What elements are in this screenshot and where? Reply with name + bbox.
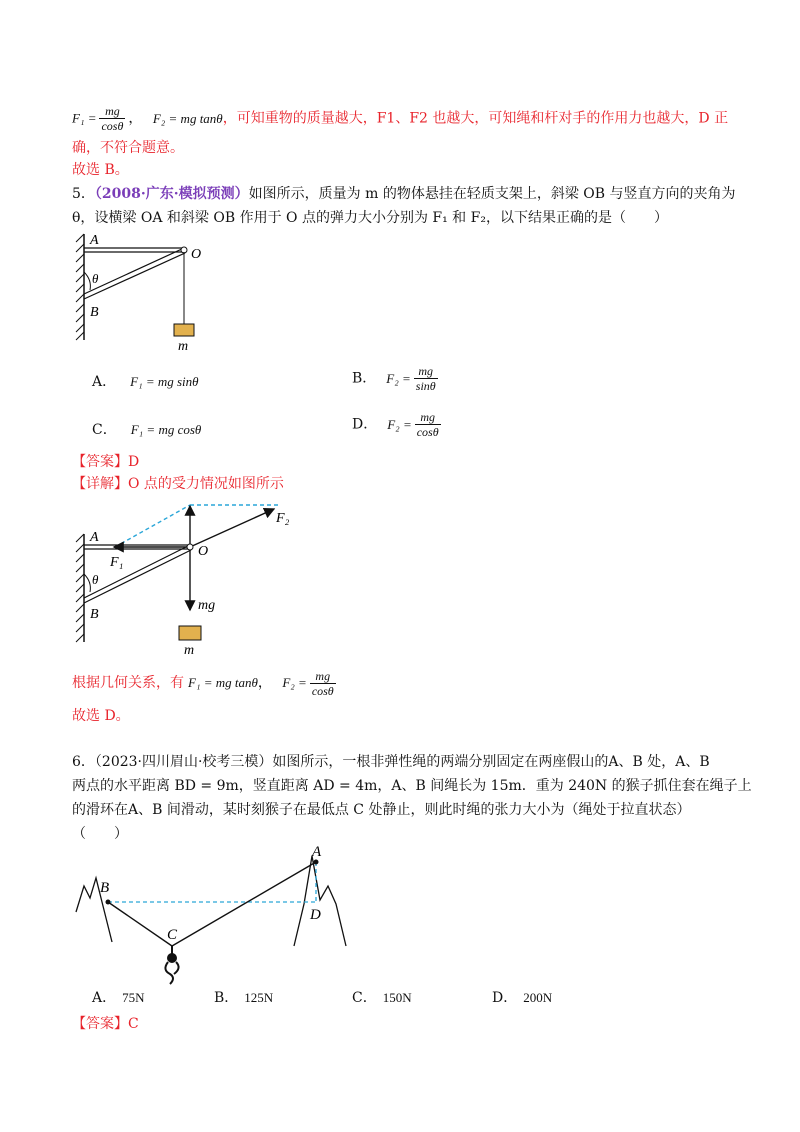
q5-option-c[interactable]: C． F₁ = mg cosθ [92, 422, 202, 438]
q5-geometry-line: 根据几何关系，有 F₁ = mg tanθ， F₂ = $\frac{mg}{\cos\theta}$ [72, 668, 334, 698]
label-d-q6: D [310, 907, 321, 923]
label-o-2: O [198, 544, 209, 559]
monkey-icon [165, 946, 178, 984]
prev-conclusion-1: ，可知重物的质量越大，F1、F2 也越大，可知绳和杆对手的作用力也越大，D 正 [222, 110, 729, 127]
rope-bc [108, 902, 172, 946]
q6-option-a[interactable]: A． 75N [92, 990, 145, 1006]
q5-number: 5． [72, 186, 95, 202]
q6-line-1: 6．（2023·四川眉山·校考三模）如图所示，一根非弹性绳的两端分别固定在两座假山的Α、B 处，Α、B [72, 754, 710, 770]
theta-arc [84, 272, 90, 290]
q5-option-a[interactable]: A． F₁ = mg sinθ [92, 374, 199, 390]
q5-answer: 【答案】D [72, 454, 140, 470]
theta-arc-2 [84, 574, 90, 592]
label-f2: F₂ [276, 511, 290, 526]
q6-line-4: （ ） [72, 826, 128, 842]
label-m-2: m [184, 643, 195, 656]
mass-block [174, 324, 194, 336]
q6-option-b[interactable]: B． 125N [214, 990, 274, 1006]
prev-formula-line: F₁ = $\frac{mg}{\cos\theta}$ ， F₂ = mg tanθ，可知重物的质量越大，F1、F2 也越大，可知绳和杆对手的作用力也越大，D 正 [72, 104, 729, 133]
point-a [314, 860, 319, 865]
q5-select: 故选 D。 [72, 708, 130, 724]
label-f1: F₁ [110, 555, 124, 570]
label-b: B [90, 305, 99, 320]
label-theta: θ [92, 271, 99, 286]
label-mg: mg [198, 598, 216, 613]
label-c-q6: C [167, 927, 178, 943]
prev-f2-expr: F₂ = mg tanθ [152, 110, 223, 126]
label-a-2: A [90, 530, 99, 545]
q5-stem-1: 如图所示，质量为 m 的物体悬挂在轻质支架上，斜梁 OB 与竖直方向的夹角为 [248, 186, 736, 202]
q6-option-d[interactable]: D． 200N [492, 990, 553, 1006]
prev-f1-fraction: $\frac{mg}{\cos\theta}$ [101, 104, 124, 133]
q5-force-diagram [70, 494, 310, 656]
wall-hatching [76, 234, 84, 340]
q5-stem-2: θ，设横梁 OA 和斜梁 OB 作用于 O 点的弹力大小分别为 F₁ 和 F₂，以下结果正确的是（ ） [72, 210, 668, 226]
label-b-2: B [90, 607, 99, 622]
beam-oa [84, 248, 184, 252]
q5-figure [70, 228, 220, 353]
q6-line-3: 的滑环在Α、B 间滑动，某时刻猴子在最低点 C 处静止，则此时绳的张力大小为（绳处于拉直状态） [72, 802, 691, 818]
arrow-f2 [190, 509, 274, 547]
prev-f1-lhs: F₁ = [72, 110, 97, 126]
label-b-q6: B [100, 880, 110, 896]
point-b [106, 900, 111, 905]
label-m: m [178, 339, 189, 353]
q5-option-b[interactable]: B． F₂ = $\frac{mg}{\sin\theta}$ [352, 364, 436, 393]
label-a: A [90, 233, 99, 248]
rope-ca [172, 862, 316, 946]
label-theta-2: θ [92, 572, 99, 587]
q6-figure [72, 842, 362, 987]
q5-detail: 【详解】O 点的受力情况如图所示 [72, 476, 284, 492]
q6-option-c[interactable]: C． 150N [352, 990, 412, 1006]
prev-conclusion-2: 确，不符合题意。 [72, 140, 184, 156]
q5-source: （2008·广东·模拟预测） [94, 186, 249, 202]
label-a-q6: A [312, 844, 322, 860]
beam-ob [84, 248, 185, 299]
mass-block-2 [179, 626, 201, 640]
label-o: O [191, 247, 202, 262]
q5-stem-line-1 [72, 184, 735, 204]
prev-select: 故选 B。 [72, 162, 129, 178]
joint-o-2 [187, 544, 193, 550]
parallelogram-dashes [115, 505, 280, 547]
q5-option-d[interactable]: D． F₂ = $\frac{mg}{\cos\theta}$ [352, 410, 439, 439]
wall-hatching-2 [76, 534, 84, 642]
q6-line-2: 两点的水平距离 BD = 9m，竖直距离 AD = 4m，Α、B 间绳长为 15m．重为 240N 的猴子抓住套在绳子上 [72, 778, 752, 794]
q6-answer: 【答案】C [72, 1016, 139, 1032]
beam-ob-2 [84, 545, 191, 603]
